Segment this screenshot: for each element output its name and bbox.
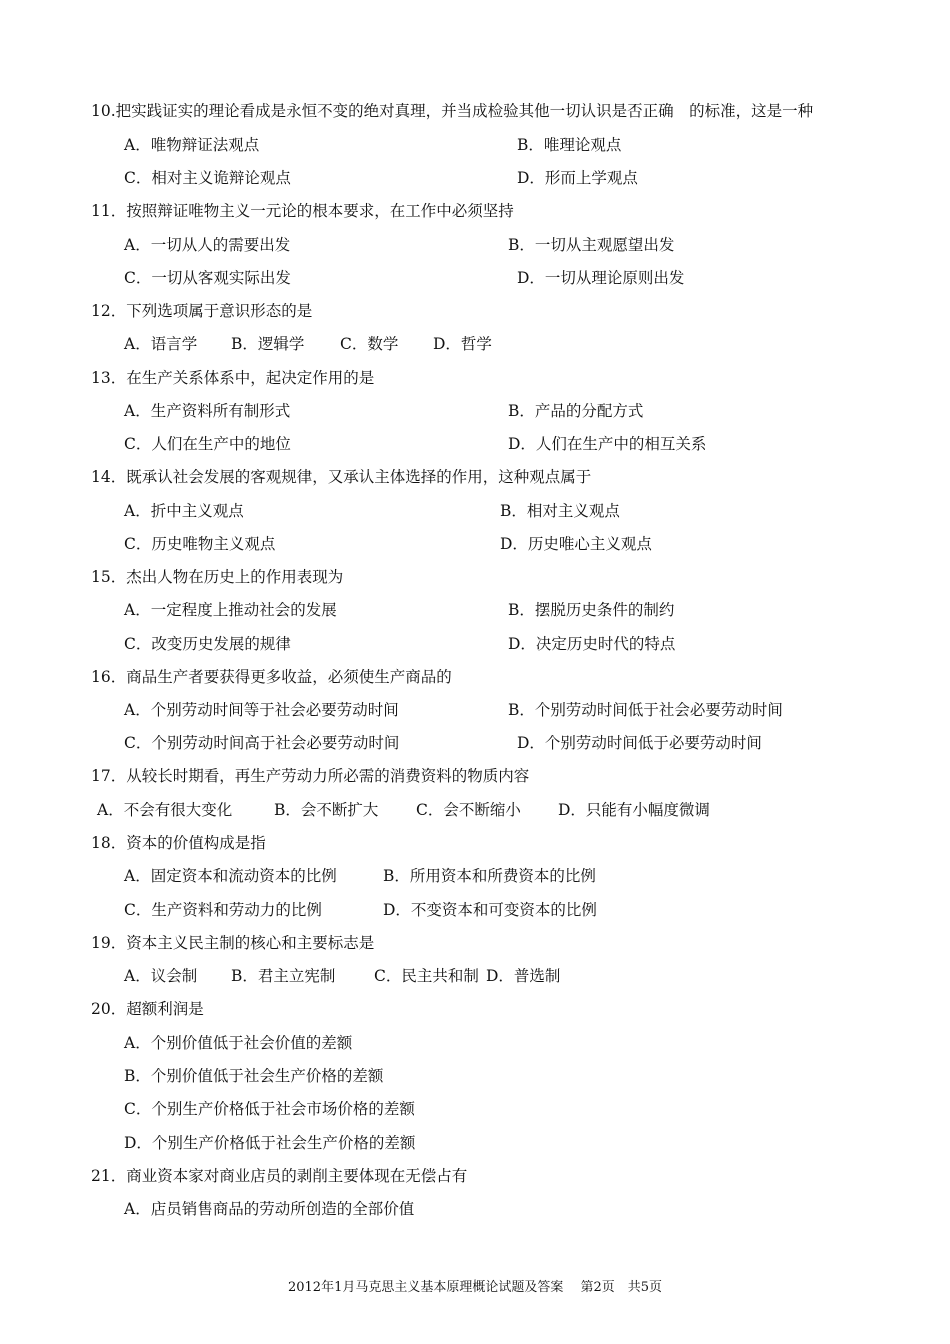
question-10-option-b: B．唯理论观点 xyxy=(517,136,622,154)
page-footer: 2012年1月马克思主义基本原理概论试题及答案 第2页 共5页 xyxy=(287,1280,663,1295)
question-21-option-a: A．店员销售商品的劳动所创造的全部价值 xyxy=(124,1200,415,1218)
question-14-option-b: B．相对主义观点 xyxy=(500,502,620,520)
question-10-stem: 10.把实践证实的理论看成是永恒不变的绝对真理，并当成检验其他一切认识是否正确 的标准，这是一种 xyxy=(91,102,814,120)
question-20-option-d: D．个别生产价格低于社会生产价格的差额 xyxy=(124,1134,416,1152)
question-17-option-a: A．不会有很大变化 xyxy=(97,801,233,819)
question-10-option-d: D．形而上学观点 xyxy=(517,169,638,187)
question-15-stem: 15．杰出人物在历史上的作用表现为 xyxy=(91,568,344,586)
question-17-option-c: C．会不断缩小 xyxy=(416,801,521,819)
question-15-option-b: B．摆脱历史条件的制约 xyxy=(508,601,675,619)
question-13-option-a: A．生产资料所有制形式 xyxy=(124,402,291,420)
question-14-option-c: C．历史唯物主义观点 xyxy=(124,535,276,553)
question-18-option-c: C．生产资料和劳动力的比例 xyxy=(124,901,322,919)
question-16-option-b: B．个别劳动时间低于社会必要劳动时间 xyxy=(508,701,783,719)
question-21-stem: 21．商业资本家对商业店员的剥削主要体现在无偿占有 xyxy=(91,1167,468,1185)
question-11-option-a: A．一切从人的需要出发 xyxy=(124,236,291,254)
question-18-stem: 18．资本的价值构成是指 xyxy=(91,834,266,852)
question-15-option-d: D．决定历史时代的特点 xyxy=(508,635,676,653)
question-16-option-a: A．个别劳动时间等于社会必要劳动时间 xyxy=(124,701,399,719)
question-17-option-d: D．只能有小幅度微调 xyxy=(558,801,710,819)
question-16-option-c: C．个别劳动时间高于社会必要劳动时间 xyxy=(124,734,400,752)
question-20-option-c: C．个别生产价格低于社会市场价格的差额 xyxy=(124,1100,415,1118)
question-11-option-b: B．一切从主观愿望出发 xyxy=(508,236,675,254)
question-17-option-b: B．会不断扩大 xyxy=(274,801,379,819)
question-17-stem: 17．从较长时期看，再生产劳动力所必需的消费资料的物质内容 xyxy=(91,767,530,785)
question-13-option-b: B．产品的分配方式 xyxy=(508,402,644,420)
question-15-option-a: A．一定程度上推动社会的发展 xyxy=(124,601,337,619)
question-12-option-d: D．哲学 xyxy=(433,335,492,353)
question-13-stem: 13．在生产关系体系中，起决定作用的是 xyxy=(91,369,375,387)
question-13-option-d: D．人们在生产中的相互关系 xyxy=(508,435,707,453)
question-18-option-d: D．不变资本和可变资本的比例 xyxy=(383,901,597,919)
question-14-option-d: D．历史唯心主义观点 xyxy=(500,535,652,553)
question-20-option-b: B．个别价值低于社会生产价格的差额 xyxy=(124,1067,384,1085)
question-11-option-d: D．一切从理论原则出发 xyxy=(517,269,685,287)
question-18-option-b: B．所用资本和所费资本的比例 xyxy=(383,867,596,885)
question-10-option-a: A．唯物辩证法观点 xyxy=(124,136,260,154)
question-11-option-c: C．一切从客观实际出发 xyxy=(124,269,291,287)
question-18-option-a: A．固定资本和流动资本的比例 xyxy=(124,867,337,885)
question-16-stem: 16．商品生产者要获得更多收益，必须使生产商品的 xyxy=(91,668,452,686)
question-15-option-c: C．改变历史发展的规律 xyxy=(124,635,291,653)
question-19-option-b: B．君主立宪制 xyxy=(231,967,336,985)
question-14-stem: 14．既承认社会发展的客观规律，又承认主体选择的作用，这种观点属于 xyxy=(91,468,592,486)
question-12-option-b: B．逻辑学 xyxy=(231,335,305,353)
question-13-option-c: C．人们在生产中的地位 xyxy=(124,435,291,453)
question-19-stem: 19．资本主义民主制的核心和主要标志是 xyxy=(91,934,375,952)
question-14-option-a: A．折中主义观点 xyxy=(124,502,244,520)
question-11-stem: 11．按照辩证唯物主义一元论的根本要求，在工作中必须坚持 xyxy=(91,202,514,220)
question-20-stem: 20．超额利润是 xyxy=(91,1000,204,1018)
question-19-option-c: C．民主共和制 xyxy=(374,967,479,985)
question-19-option-a: A．议会制 xyxy=(124,967,198,985)
question-19-option-d: D．普选制 xyxy=(486,967,561,985)
question-10-option-c: C．相对主义诡辩论观点 xyxy=(124,169,291,187)
question-12-option-a: A．语言学 xyxy=(124,335,198,353)
question-12-stem: 12．下列选项属于意识形态的是 xyxy=(91,302,313,320)
question-20-option-a: A．个别价值低于社会价值的差额 xyxy=(124,1034,353,1052)
question-16-option-d: D．个别劳动时间低于必要劳动时间 xyxy=(517,734,762,752)
question-12-option-c: C．数学 xyxy=(340,335,399,353)
